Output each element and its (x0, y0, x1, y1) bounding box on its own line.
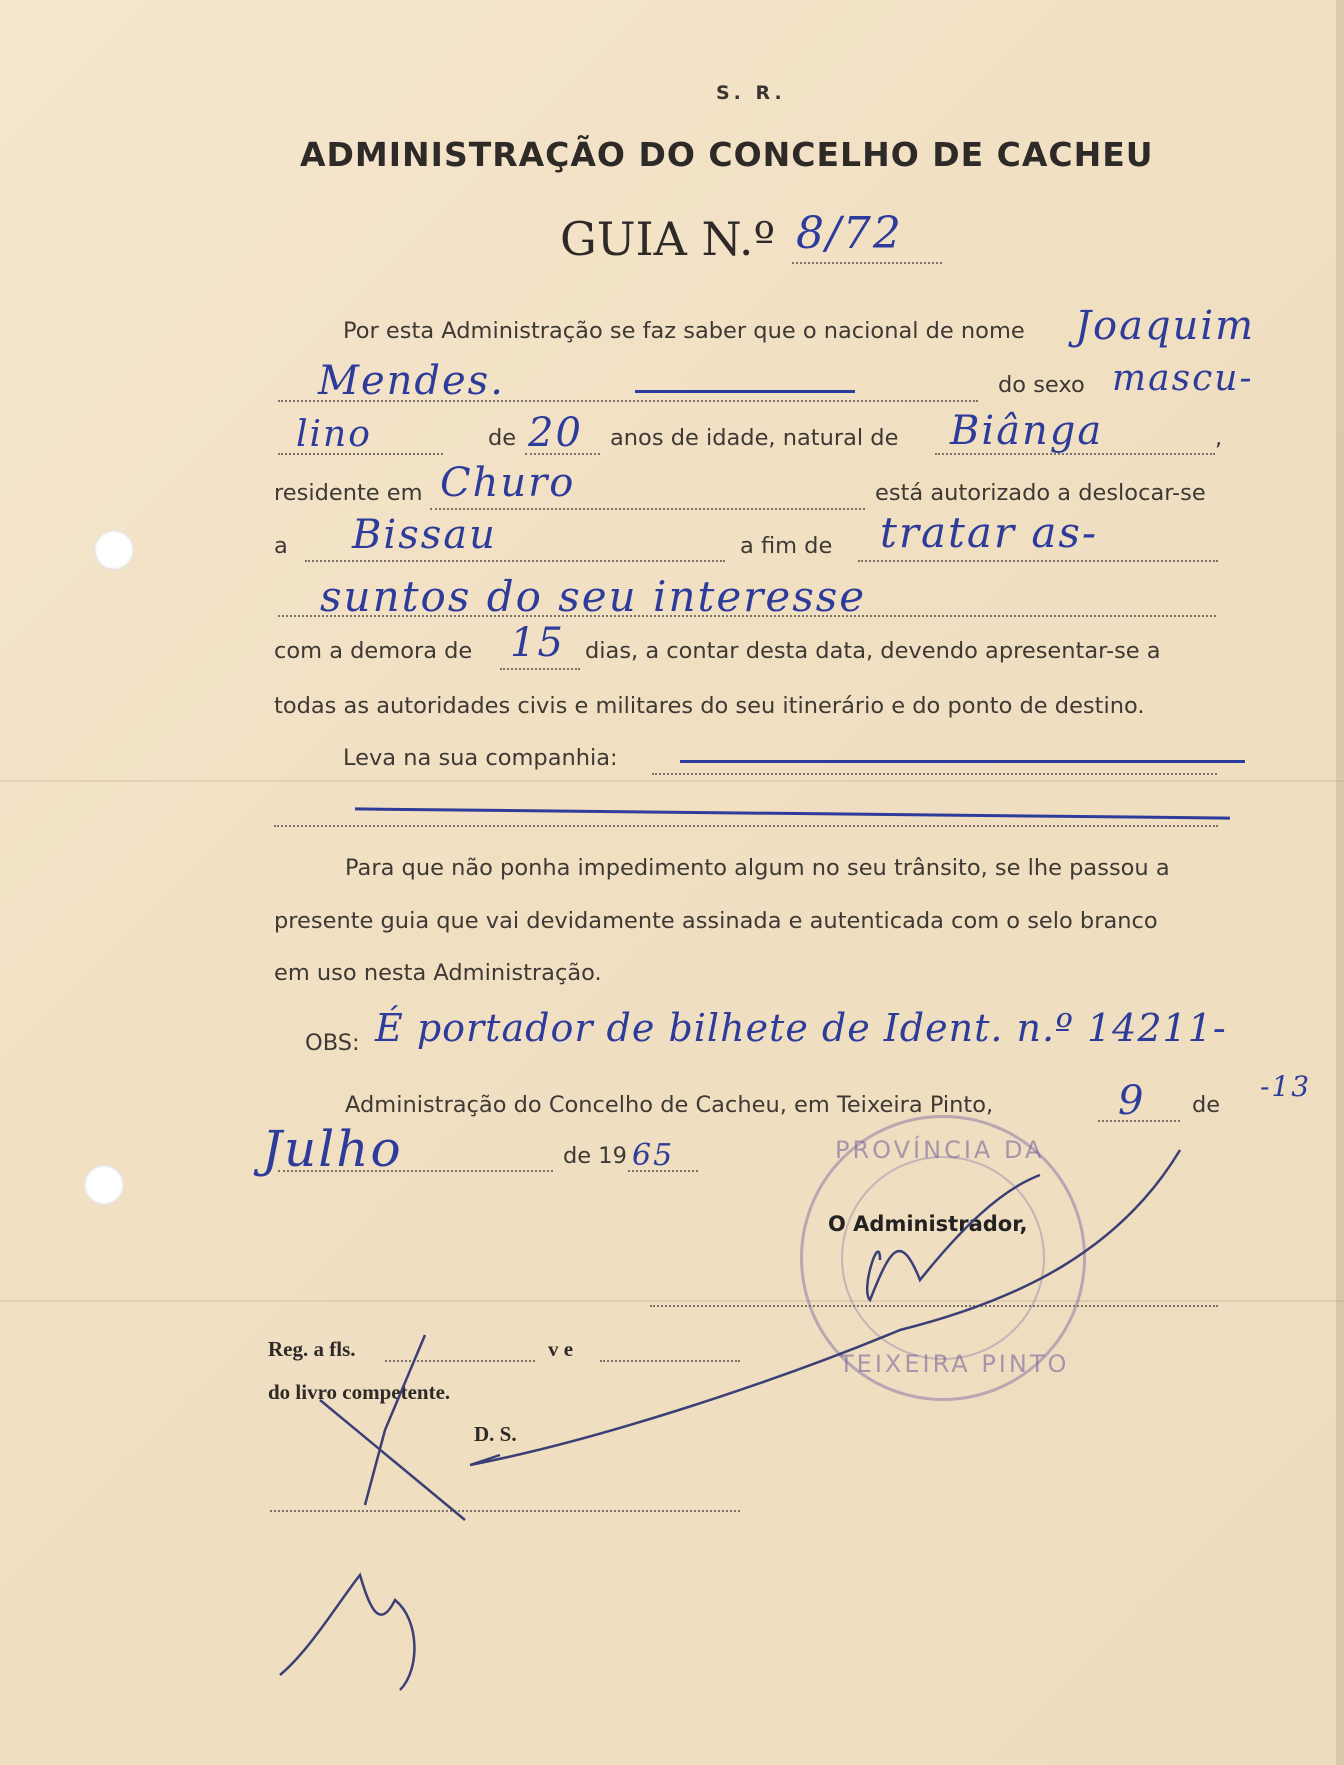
sr-mark: S. R. (716, 82, 786, 104)
sex-label: do sexo (998, 372, 1085, 398)
place-date-text: Administração do Concelho de Cacheu, em Teixeira Pinto, (345, 1092, 994, 1118)
age-value: 20 (528, 410, 583, 456)
name-last-value: Mendes. (318, 358, 505, 404)
purpose-label: a fim de (740, 533, 833, 559)
comma: , (1215, 425, 1223, 451)
age-prefix: de (488, 425, 517, 451)
de-label: de (1192, 1092, 1221, 1118)
signer-title: O Administrador, (828, 1212, 1028, 1236)
stay-label: com a demora de (274, 638, 473, 664)
obs-value-cont: -13 (1260, 1070, 1312, 1103)
stamp-top-text: PROVÍNCIA DA (835, 1136, 1045, 1164)
obs-label: OBS: (305, 1030, 360, 1056)
month-value: Julho (262, 1120, 403, 1178)
paragraph-line-1: Para que não ponha impedimento algum no seu trânsito, se lhe passou a (345, 855, 1170, 881)
day-value: 9 (1118, 1078, 1146, 1124)
authorities-line: todas as autoridades civis e militares do seu itinerário e do ponto de destino. (274, 693, 1145, 719)
year-prefix: de 19 (563, 1143, 627, 1169)
destination-prefix: a (274, 533, 288, 559)
stay-label-cont: dias, a contar desta data, devendo apresentar-se a (585, 638, 1161, 664)
paragraph-line-3: em uso nesta Administração. (274, 960, 602, 986)
register-ds-label: D. S. (474, 1422, 517, 1446)
administrator-signature (470, 1150, 1180, 1465)
register-book-label: do livro competente. (268, 1380, 451, 1404)
destination-value: Bissau (352, 512, 497, 558)
guia-label: GUIA N.º (560, 212, 776, 266)
authority-heading: ADMINISTRAÇÃO DO CONCELHO DE CACHEU (300, 135, 1154, 174)
register-label: Reg. a fls. (268, 1337, 356, 1361)
register-v-label: v e (548, 1337, 574, 1361)
birthplace-value: Biânga (950, 408, 1104, 454)
sex-value-cont: lino (296, 414, 372, 455)
age-suffix: anos de idade, natural de (610, 425, 899, 451)
authorized-label: está autorizado a deslocar-se (875, 480, 1206, 506)
register-cross-mark (320, 1335, 465, 1520)
year-suffix: 65 (632, 1138, 675, 1173)
name-first-value: Joaquim (1075, 303, 1256, 349)
paragraph-line-2: presente guia que vai devidamente assinada e autenticada com o selo branco (274, 908, 1158, 934)
sex-value: mascu- (1112, 358, 1254, 399)
residence-value: Churo (440, 460, 576, 506)
purpose-value-cont: suntos do seu interesse (320, 572, 867, 621)
stamp-bottom-text: TEIXEIRA PINTO (839, 1350, 1070, 1378)
intro-text: Por esta Administração se faz saber que o nacional de nome (343, 318, 1025, 344)
stay-days-value: 15 (510, 620, 565, 666)
companions-label: Leva na sua companhia: (343, 745, 618, 771)
purpose-value: tratar as- (880, 508, 1099, 557)
obs-value: É portador de bilhete de Ident. n.º 14211- (375, 1006, 1227, 1050)
residence-label: residente em (274, 480, 423, 506)
initials-mark (280, 1575, 414, 1690)
guia-number: 8/72 (796, 208, 903, 259)
